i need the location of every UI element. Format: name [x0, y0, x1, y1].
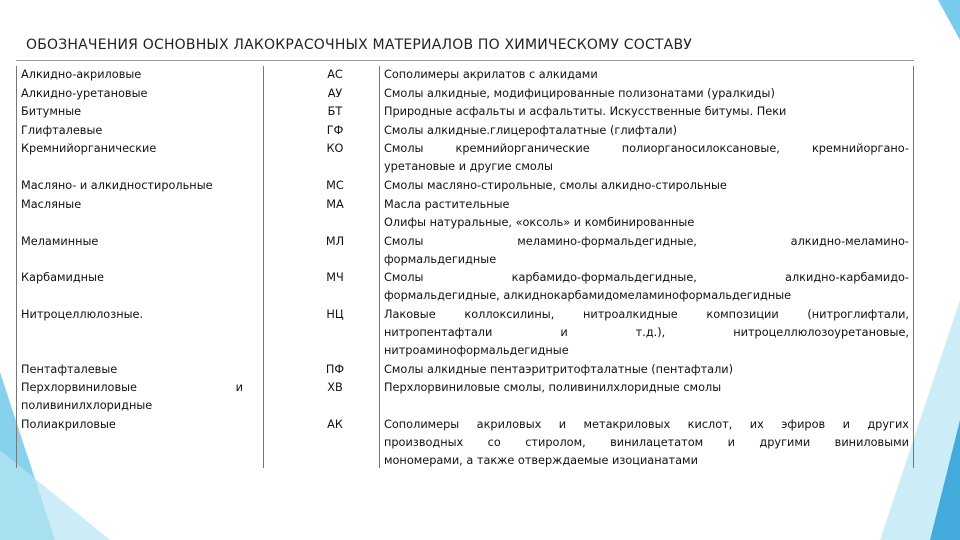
- material-description: Смолы кремнийорганические полиорганосилоксановые, кремнийорганo-: [384, 142, 909, 155]
- material-description: Лаковые коллоксилины, нитроалкидные композиции (нитроглифтали,: [384, 307, 909, 321]
- material-description: Смолы масляно-стирольные, смолы алкидно-стирольные: [384, 179, 727, 192]
- material-code: ПФ: [325, 362, 345, 376]
- material-name: Масляно- и алкидностирольные: [21, 179, 213, 192]
- material-description: Смолы карбамидо-формальдегидные, алкидно-карбамидо-: [384, 271, 909, 284]
- material-description-cont: Олифы натуральные, «оксоль» и комбинированные: [384, 215, 695, 229]
- material-description-cont: уретановые и другие смолы: [384, 160, 553, 174]
- page-title: ОБОЗНАЧЕНИЯ ОСНОВНЫХ ЛАКОКРАСОЧНЫХ МАТЕРИАЛОВ ПО ХИМИЧЕСКОМУ СОСТАВУ: [26, 37, 692, 53]
- material-name: Глифталевые: [21, 123, 103, 137]
- material-code: КО: [326, 142, 344, 155]
- table-border-right: [913, 66, 914, 468]
- material-code: МЧ: [326, 271, 344, 284]
- material-code: АК: [327, 417, 343, 431]
- material-name: Полиакриловые: [21, 417, 116, 431]
- material-description: Сополимеры акриловых и метакриловых кислот, их эфиров и других: [384, 417, 909, 431]
- material-description-cont: производных со стиролом, винилацетатом и другими виниловыми: [384, 435, 909, 449]
- material-name: Битумные: [21, 105, 82, 118]
- material-name: Карбамидные: [21, 271, 104, 284]
- material-description-cont: мономерами, а также отверждаемые изоцианатами: [384, 453, 698, 467]
- material-description: Смолы алкидные.глицерофталатные (глифтали): [384, 123, 678, 137]
- material-name: Перхлорвиниловые и: [21, 381, 243, 394]
- material-name: Алкидно-уретановые: [21, 86, 148, 100]
- material-code: НЦ: [326, 307, 344, 321]
- material-description: Перхлорвиниловые смолы, поливинилхлоридные смолы: [384, 381, 722, 394]
- material-name: Кремнийорганические: [21, 142, 157, 155]
- material-code: ГФ: [326, 123, 344, 137]
- material-code: АС: [327, 68, 343, 81]
- material-name: Алкидно-акриловые: [21, 68, 142, 81]
- materials-table: [16, 66, 914, 468]
- title-bar: [16, 30, 914, 61]
- material-name: Нитроцеллюлозные.: [21, 307, 144, 321]
- material-description: Смолы меламино-формальдегидные, алкидно-меламино-: [384, 234, 909, 248]
- material-name-cont: поливинилхлоридные: [21, 399, 153, 413]
- table-border-left: [16, 66, 17, 468]
- material-description: Природные асфальты и асфальтиты. Искусственные битумы. Пеки: [384, 105, 787, 118]
- material-code: МА: [326, 197, 344, 211]
- material-description: Масла растительные: [384, 197, 510, 211]
- material-code: ХВ: [327, 381, 343, 394]
- material-description: Смолы алкидные, модифицированные полизонатами (уралкиды): [384, 86, 775, 100]
- material-description: Сополимеры акрилатов с алкидами: [384, 68, 598, 81]
- material-description-cont: формальдегидные: [384, 252, 497, 266]
- table-divider-1: [263, 66, 264, 468]
- material-code: МС: [326, 179, 344, 192]
- material-description-cont: формальдегидные, алкиднокарбамидомеламиноформальдегидные: [384, 289, 792, 303]
- material-name: Меламинные: [21, 234, 99, 248]
- corner-triangle-top-right: [938, 0, 960, 40]
- material-name: Масляные: [21, 197, 82, 211]
- material-name: Пентафталевые: [21, 362, 118, 376]
- material-code: МЛ: [325, 234, 345, 248]
- material-code: БТ: [327, 105, 343, 118]
- material-code: АУ: [327, 86, 343, 100]
- material-description: Смолы алкидные пентаэритритофталатные (пентафтали): [384, 362, 734, 376]
- material-description-cont: нитропентафтали и т.д.), нитроцеллюлозоуретановые,: [384, 325, 909, 339]
- material-description-cont: нитроаминоформальдегидные: [384, 343, 569, 357]
